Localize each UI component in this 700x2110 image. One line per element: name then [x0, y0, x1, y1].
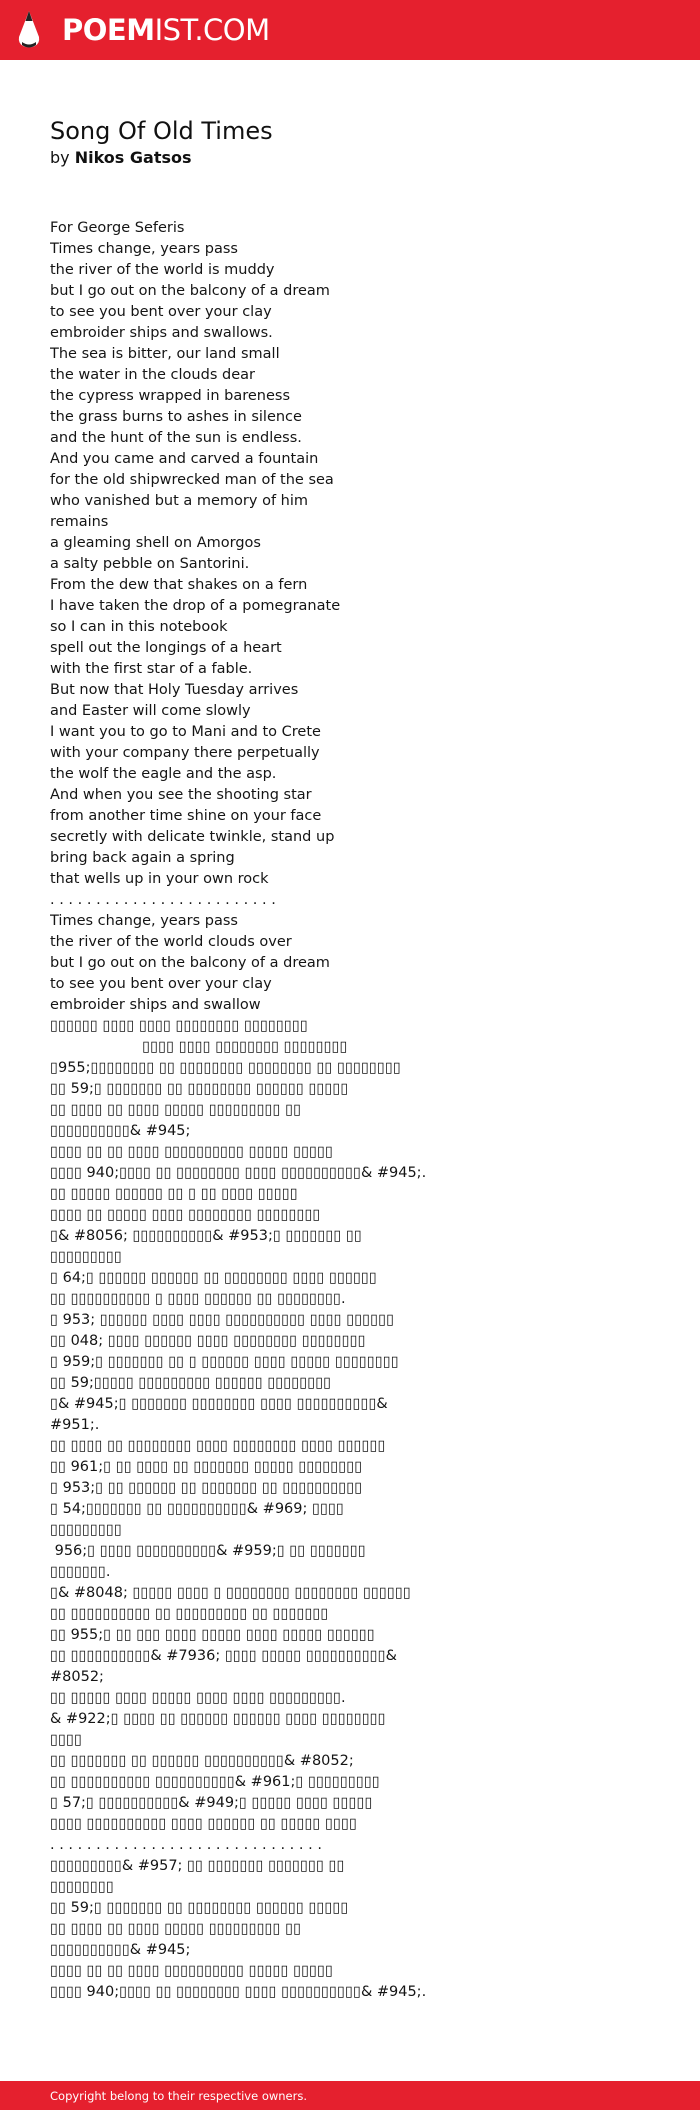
poem-line: ▯▯▯▯ ▯▯▯▯▯▯▯▯▯▯ ▯▯▯▯ ▯▯▯▯▯▯ ▯▯ ▯▯▯▯▯ ▯▯▯▯ — [50, 1816, 357, 1832]
poem-line: ▯▯ ▯▯▯▯▯▯▯▯▯▯& #7936; ▯▯▯▯ ▯▯▯▯▯ ▯▯▯▯▯▯▯▯▯▯& — [50, 1648, 397, 1664]
poem-line: ▯▯ ▯▯▯▯▯▯▯ ▯▯ ▯▯▯▯▯▯ ▯▯▯▯▯▯▯▯▯▯& #8052; — [50, 1753, 354, 1769]
poem-line: ▯▯▯▯ ▯▯▯▯ ▯▯▯▯▯▯▯▯ ▯▯▯▯▯▯▯▯ — [50, 1039, 348, 1055]
poem-line: to see you bent over your clay — [50, 976, 272, 992]
poem-line: ▯▯▯▯▯▯▯▯▯▯& #945; — [50, 1942, 191, 1958]
poem-line: secretly with delicate twinkle, stand up — [50, 829, 335, 845]
poem-line: the river of the world clouds over — [50, 934, 292, 950]
site-logo-text[interactable] — [62, 8, 270, 52]
poem-line: #951;. — [50, 1417, 100, 1433]
site-header — [0, 0, 700, 60]
poem-line: ▯▯ 955;▯ ▯▯ ▯▯▯ ▯▯▯▯ ▯▯▯▯▯ ▯▯▯▯ ▯▯▯▯▯ ▯▯▯▯▯▯ — [50, 1627, 375, 1643]
poem-line: the grass burns to ashes in silence — [50, 409, 302, 425]
poem-line: ▯▯▯▯▯▯▯▯▯ — [50, 1522, 122, 1538]
poem-line: . . . . . . . . . . . . . . . . . . . . . . . . . . . . . . — [50, 1837, 322, 1853]
poem-line: spell out the longings of a heart — [50, 640, 282, 656]
poem-line: ▯▯ ▯▯▯▯ ▯▯ ▯▯▯▯▯▯▯▯ ▯▯▯▯ ▯▯▯▯▯▯▯▯ ▯▯▯▯ ▯▯▯▯▯▯ — [50, 1438, 386, 1454]
poem-line: ▯▯▯▯ ▯▯ ▯▯ ▯▯▯▯ ▯▯▯▯▯▯▯▯▯▯ ▯▯▯▯▯ ▯▯▯▯▯ — [50, 1144, 333, 1160]
poem-line: & #922;▯ ▯▯▯▯ ▯▯ ▯▯▯▯▯▯ ▯▯▯▯▯▯ ▯▯▯▯ ▯▯▯▯▯▯▯▯ — [50, 1711, 386, 1727]
poem-line: ▯▯ ▯▯▯▯▯ ▯▯▯▯▯▯ ▯▯ ▯ ▯▯ ▯▯▯▯ ▯▯▯▯▯ — [50, 1186, 298, 1202]
poem-line: bring back again a spring — [50, 850, 235, 866]
poem-line: remains — [50, 514, 109, 530]
pencil-tip-icon[interactable] — [16, 10, 42, 50]
poem-line: with your company there perpetually — [50, 745, 320, 761]
poem-line: the water in the clouds dear — [50, 367, 255, 383]
poem-line: I have taken the drop of a pomegranate — [50, 598, 341, 614]
poem-line: with the first star of a fable. — [50, 661, 253, 677]
poem-line: so I can in this notebook — [50, 619, 228, 635]
poem-line: embroider ships and swallows. — [50, 325, 273, 341]
poem-line: that wells up in your own rock — [50, 871, 269, 887]
poem-line: ▯▯ ▯▯▯▯▯ ▯▯▯▯ ▯▯▯▯▯ ▯▯▯▯ ▯▯▯▯ ▯▯▯▯▯▯▯▯▯. — [50, 1690, 346, 1706]
poem-line: ▯▯▯▯ 940;▯▯▯▯ ▯▯ ▯▯▯▯▯▯▯▯ ▯▯▯▯ ▯▯▯▯▯▯▯▯▯▯& #945;. — [50, 1165, 427, 1181]
poem-line: ▯& #945;▯ ▯▯▯▯▯▯▯ ▯▯▯▯▯▯▯▯ ▯▯▯▯ ▯▯▯▯▯▯▯▯▯▯& — [50, 1396, 388, 1412]
poem-line: from another time shine on your face — [50, 808, 322, 824]
poem-line: And when you see the shooting star — [50, 787, 312, 803]
poem-line: ▯955;▯▯▯▯▯▯▯▯ ▯▯ ▯▯▯▯▯▯▯▯ ▯▯▯▯▯▯▯▯ ▯▯ ▯▯▯▯▯▯▯▯ — [50, 1060, 401, 1076]
poem-line: ▯▯▯▯▯▯▯▯▯& #957; ▯▯ ▯▯▯▯▯▯▯ ▯▯▯▯▯▯▯ ▯▯ — [50, 1858, 345, 1874]
poem-line: ▯▯ 59;▯▯▯▯▯ ▯▯▯▯▯▯▯▯▯ ▯▯▯▯▯▯ ▯▯▯▯▯▯▯▯ — [50, 1375, 332, 1391]
byline-prefix: by — [50, 148, 70, 167]
copyright-notice: Copyright belong to their respective owners. — [50, 2089, 308, 2103]
poem-line: a gleaming shell on Amorgos — [50, 535, 261, 551]
poem-line: ▯& #8056; ▯▯▯▯▯▯▯▯▯▯& #953;▯ ▯▯▯▯▯▯▯ ▯▯ — [50, 1228, 362, 1244]
poem-line: for the old shipwrecked man of the sea — [50, 472, 334, 488]
poem-line: Times change, years pass — [50, 241, 238, 257]
poem-line: ▯▯ ▯▯▯▯▯▯▯▯▯▯ ▯ ▯▯▯▯ ▯▯▯▯▯▯ ▯▯ ▯▯▯▯▯▯▯▯. — [50, 1291, 346, 1307]
brand-light: IST.COM — [154, 13, 270, 47]
poem-line: Times change, years pass — [50, 913, 238, 929]
brand-bold: POEM — [62, 13, 155, 47]
poem-line: . . . . . . . . . . . . . . . . . . . . . . . . . — [50, 892, 276, 908]
poem-line: ▯▯▯▯ — [50, 1732, 82, 1748]
poem-line: ▯▯▯▯▯▯ ▯▯▯▯ ▯▯▯▯ ▯▯▯▯▯▯▯▯ ▯▯▯▯▯▯▯▯ — [50, 1018, 308, 1034]
poem-line: embroider ships and swallow — [50, 997, 261, 1013]
poem-line: From the dew that shakes on a fern — [50, 577, 308, 593]
poem-line: a salty pebble on Santorini. — [50, 556, 250, 572]
poem-line: I want you to go to Mani and to Crete — [50, 724, 321, 740]
poem-line: ▯▯ 59;▯ ▯▯▯▯▯▯▯ ▯▯ ▯▯▯▯▯▯▯▯ ▯▯▯▯▯▯ ▯▯▯▯▯ — [50, 1081, 349, 1097]
poem-line: ▯▯▯▯ ▯▯ ▯▯▯▯▯ ▯▯▯▯ ▯▯▯▯▯▯▯▯ ▯▯▯▯▯▯▯▯ — [50, 1207, 321, 1223]
poem-line: ▯▯ 59;▯ ▯▯▯▯▯▯▯ ▯▯ ▯▯▯▯▯▯▯▯ ▯▯▯▯▯▯ ▯▯▯▯▯ — [50, 1900, 349, 1916]
site-footer — [0, 2081, 700, 2110]
poem-line: ▯▯ ▯▯▯▯ ▯▯ ▯▯▯▯ ▯▯▯▯▯ ▯▯▯▯▯▯▯▯▯ ▯▯ — [50, 1102, 302, 1118]
poem-line: but I go out on the balcony of a dream — [50, 283, 330, 299]
poem-line: #8052; — [50, 1669, 104, 1685]
poem-byline — [50, 147, 192, 169]
poem-line: the cypress wrapped in bareness — [50, 388, 290, 404]
poem-line: And you came and carved a fountain — [50, 451, 319, 467]
poem-line: ▯▯▯▯▯▯▯▯▯▯& #945; — [50, 1123, 191, 1139]
poem-line: the river of the world is muddy — [50, 262, 275, 278]
poem-line: ▯▯▯▯▯▯▯. — [50, 1564, 111, 1580]
poem-line: who vanished but a memory of him — [50, 493, 308, 509]
poem-line: The sea is bitter, our land small — [50, 346, 280, 362]
poem-line: ▯▯ ▯▯▯▯▯▯▯▯▯▯ ▯▯ ▯▯▯▯▯▯▯▯▯ ▯▯ ▯▯▯▯▯▯▯ — [50, 1606, 329, 1622]
author-link[interactable]: Nikos Gatsos — [74, 148, 192, 167]
poem-line: ▯▯ 048; ▯▯▯▯ ▯▯▯▯▯▯ ▯▯▯▯ ▯▯▯▯▯▯▯▯ ▯▯▯▯▯▯▯▯ — [50, 1333, 366, 1349]
poem-line: ▯ 57;▯ ▯▯▯▯▯▯▯▯▯▯& #949;▯ ▯▯▯▯▯ ▯▯▯▯ ▯▯▯▯▯ — [50, 1795, 373, 1811]
poem-line: ▯ 64;▯ ▯▯▯▯▯▯ ▯▯▯▯▯▯ ▯▯ ▯▯▯▯▯▯▯▯ ▯▯▯▯ ▯▯▯▯▯▯ — [50, 1270, 377, 1286]
poem-body — [50, 218, 650, 2003]
poem-line: ▯▯ 961;▯ ▯▯ ▯▯▯▯ ▯▯ ▯▯▯▯▯▯▯ ▯▯▯▯▯ ▯▯▯▯▯▯▯▯ — [50, 1459, 363, 1475]
poem-line: ▯ 953; ▯▯▯▯▯▯ ▯▯▯▯ ▯▯▯▯ ▯▯▯▯▯▯▯▯▯▯ ▯▯▯▯ ▯▯▯▯▯▯ — [50, 1312, 395, 1328]
poem-line: 956;▯ ▯▯▯▯ ▯▯▯▯▯▯▯▯▯▯& #959;▯ ▯▯ ▯▯▯▯▯▯▯ — [50, 1543, 366, 1559]
poem-line: but I go out on the balcony of a dream — [50, 955, 330, 971]
poem-line: ▯▯ ▯▯▯▯▯▯▯▯▯▯ ▯▯▯▯▯▯▯▯▯▯& #961;▯ ▯▯▯▯▯▯▯▯▯ — [50, 1774, 380, 1790]
poem-line: ▯ 54;▯▯▯▯▯▯▯ ▯▯ ▯▯▯▯▯▯▯▯▯▯& #969; ▯▯▯▯ — [50, 1501, 344, 1517]
poem-line: ▯ 959;▯ ▯▯▯▯▯▯▯ ▯▯ ▯ ▯▯▯▯▯▯ ▯▯▯▯ ▯▯▯▯▯ ▯▯▯▯▯▯▯▯ — [50, 1354, 399, 1370]
poem-line: and the hunt of the sun is endless. — [50, 430, 302, 446]
poem-title: Song Of Old Times — [50, 117, 273, 145]
poem-line: the wolf the eagle and the asp. — [50, 766, 277, 782]
poem-line: ▯▯ ▯▯▯▯ ▯▯ ▯▯▯▯ ▯▯▯▯▯ ▯▯▯▯▯▯▯▯▯ ▯▯ — [50, 1921, 302, 1937]
poem-line: For George Seferis — [50, 220, 185, 236]
poem-line: ▯▯▯▯ ▯▯ ▯▯ ▯▯▯▯ ▯▯▯▯▯▯▯▯▯▯ ▯▯▯▯▯ ▯▯▯▯▯ — [50, 1963, 333, 1979]
poem-line: to see you bent over your clay — [50, 304, 272, 320]
poem-line: But now that Holy Tuesday arrives — [50, 682, 299, 698]
poem-line: ▯▯▯▯▯▯▯▯▯ — [50, 1249, 122, 1265]
poem-line: ▯& #8048; ▯▯▯▯▯ ▯▯▯▯ ▯ ▯▯▯▯▯▯▯▯ ▯▯▯▯▯▯▯▯ ▯▯▯▯▯▯ — [50, 1585, 411, 1601]
poem-line: ▯▯▯▯ 940;▯▯▯▯ ▯▯ ▯▯▯▯▯▯▯▯ ▯▯▯▯ ▯▯▯▯▯▯▯▯▯▯& #945;. — [50, 1984, 427, 2000]
poem-line: ▯▯▯▯▯▯▯▯ — [50, 1879, 114, 1895]
poem-line: ▯ 953;▯ ▯▯ ▯▯▯▯▯▯ ▯▯ ▯▯▯▯▯▯▯ ▯▯ ▯▯▯▯▯▯▯▯▯▯ — [50, 1480, 363, 1496]
poem-line: and Easter will come slowly — [50, 703, 251, 719]
